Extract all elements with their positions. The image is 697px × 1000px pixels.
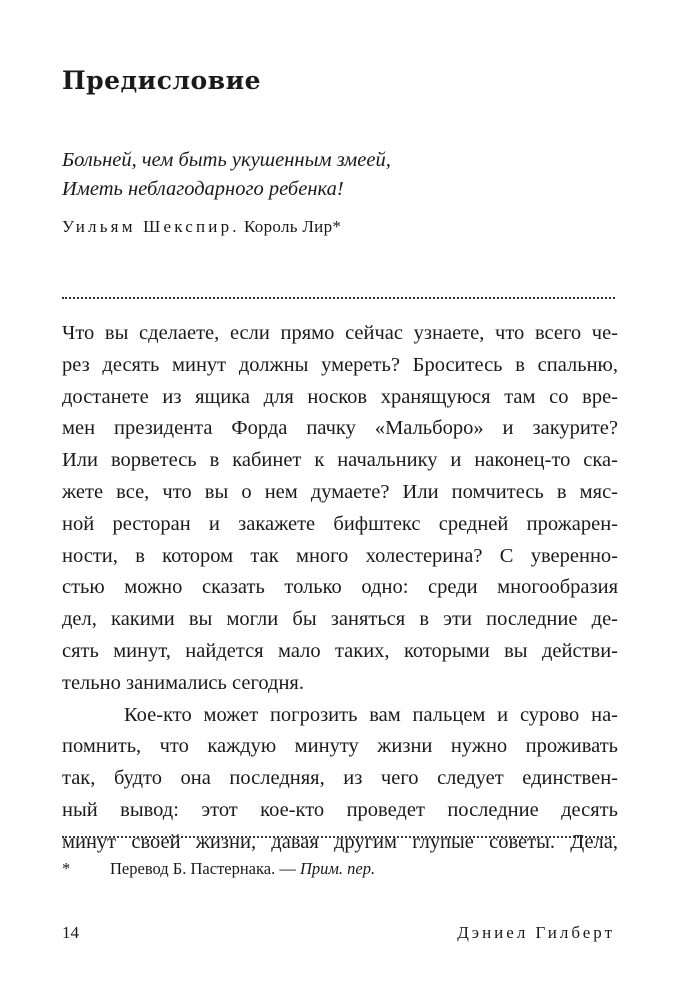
- epigraph-attribution: [62, 217, 341, 237]
- text-line: так, будто она последняя, из чего следует единствен-: [62, 767, 618, 790]
- page-number: 14: [62, 923, 79, 942]
- text-line: достанете из ящика для носков хранящуюся там со вре-: [62, 385, 618, 408]
- body-text: [62, 318, 618, 859]
- dotted-divider-bottom: [62, 836, 615, 838]
- text-line: рез десять минут должны умереть? Броситесь в спальню,: [62, 353, 618, 376]
- dotted-divider-top: [62, 297, 615, 299]
- text-line: дел, какими вы могли бы заняться в эти последние де-: [62, 608, 618, 631]
- text-line: помнить, что каждую минуту жизни нужно проживать: [62, 735, 618, 758]
- epigraph: [62, 146, 391, 204]
- text-line: жете все, что вы о нем думаете? Или помчитесь в мяс-: [62, 480, 618, 503]
- text-line: мен президента Форда пачку «Мальборо» и закурите?: [62, 417, 618, 440]
- text-line: Что вы сделаете, если прямо сейчас узнаете, что всего че-: [62, 322, 618, 344]
- epigraph-line: Иметь неблагодарного ребенка!: [62, 178, 344, 200]
- text-line: Или ворветесь в кабинет к начальнику и наконец-то ска-: [62, 449, 618, 472]
- footnote-note: Прим. пер.: [299, 859, 376, 878]
- epigraph-line: Больней, чем быть укушенным змеей,: [62, 149, 391, 171]
- text-line: Кое-кто может погрозить вам пальцем и сурово на-: [124, 703, 618, 726]
- text-line: ной ресторан и закажете бифштекс средней прожарен-: [62, 512, 618, 535]
- text-line: минут своей жизни, давая другим глупые советы. Дела,: [62, 830, 618, 853]
- running-head: Дэниел Гилберт: [457, 923, 615, 942]
- footnote-marker: *: [62, 859, 71, 878]
- footnote: [62, 859, 375, 879]
- text-line: стью можно сказать только одно: среди многообразия: [62, 576, 618, 599]
- text-line: ности, в котором так много холестерина? С уверенно-: [62, 544, 618, 567]
- footnote-text: Перевод Б. Пастернака. —: [110, 859, 300, 878]
- chapter-title: Предисловие: [62, 66, 262, 95]
- epigraph-author: Уильям Шекспир.: [62, 217, 240, 236]
- paragraph-2: [62, 700, 618, 859]
- paragraph-1: [62, 318, 618, 700]
- text-line: сять минут, найдется мало таких, которыми вы действи-: [62, 639, 618, 662]
- text-line: тельно занимались сегодня.: [62, 671, 304, 694]
- text-line: ный вывод: этот кое-кто проведет последние десять: [62, 798, 618, 821]
- epigraph-work: Король Лир*: [243, 217, 342, 236]
